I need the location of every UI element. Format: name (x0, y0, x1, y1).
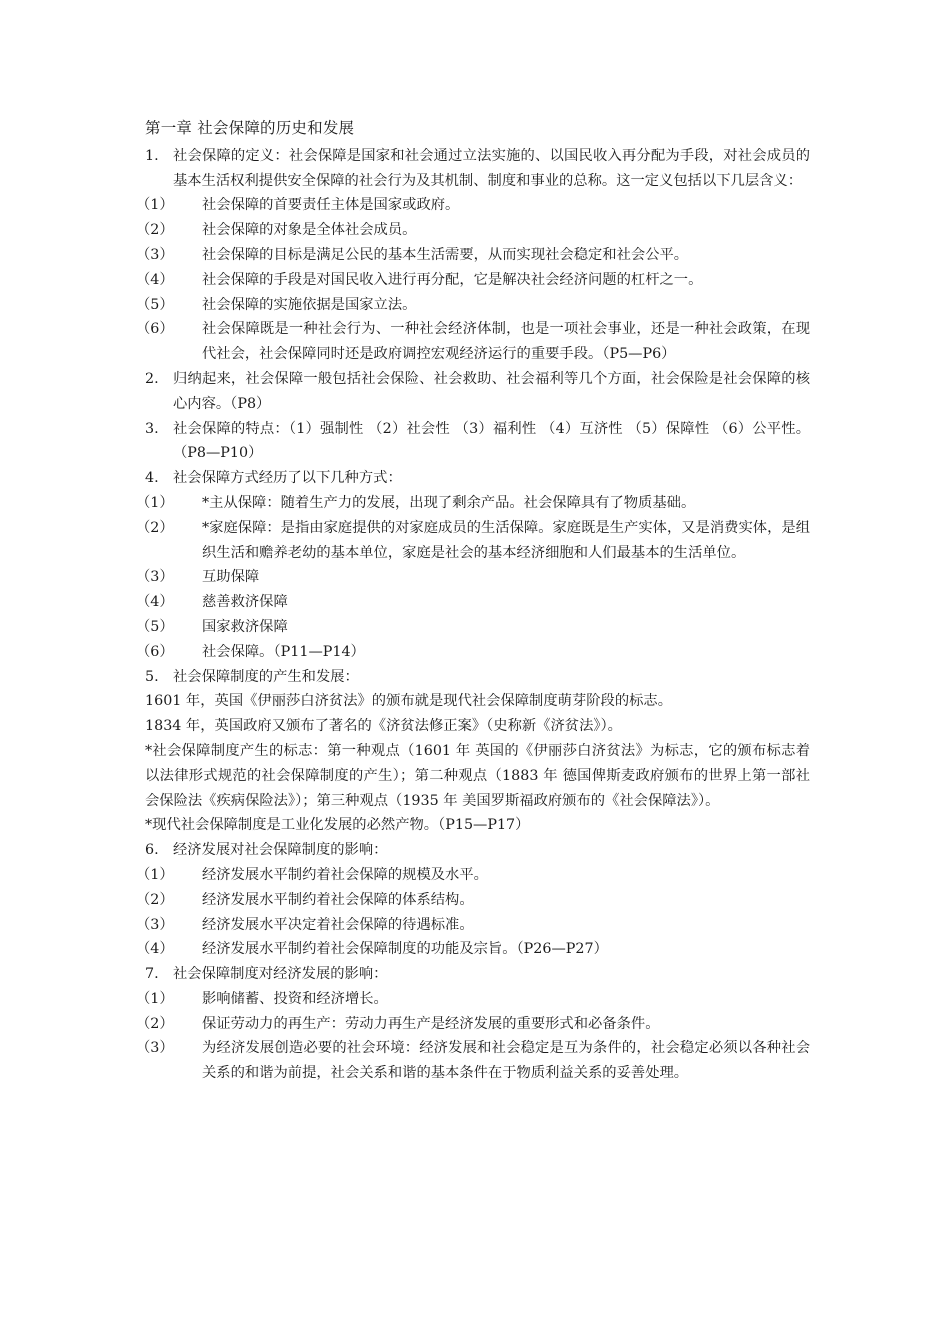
item-marker: （4） (136, 941, 174, 958)
list-item (136, 243, 810, 268)
paragraph: 1834 年，英国政府又颁布了著名的《济贫法修正案》（史称新《济贫法》）。 (145, 718, 622, 735)
item-marker: （2） (136, 1015, 174, 1032)
list-item (136, 193, 810, 218)
list-item (136, 491, 810, 516)
item-marker: （1） (136, 990, 174, 1007)
section-number: 7. (145, 966, 159, 983)
section-2 (145, 367, 810, 417)
section-7 (145, 962, 810, 987)
item-text: 互助保障 (202, 569, 260, 586)
item-text: *主从保障：随着生产力的发展，出现了剩余产品。社会保障具有了物质基础。 (202, 494, 696, 511)
section-number: 4. (145, 470, 159, 487)
item-marker: （5） (136, 296, 174, 313)
item-text: 经济发展水平决定着社会保障的待遇标准。 (202, 916, 474, 933)
item-text: 影响储蓄、投资和经济增长。 (202, 990, 388, 1007)
section-text: 经济发展对社会保障制度的影响： (173, 842, 388, 859)
item-text: 为经济发展创造必要的社会环境：经济发展和社会稳定是互为条件的，社会稳定必须以各种社会关系的和谐为前提，社会关系和谐的基本条件在于物质利益关系的妥善处理。 (202, 1040, 810, 1082)
paragraph: *现代社会保障制度是工业化发展的必然产物。（P15—P17） (145, 817, 530, 834)
item-text: 保证劳动力的再生产：劳动力再生产是经济发展的重要形式和必备条件。 (202, 1015, 660, 1032)
section-4 (145, 466, 810, 491)
list-item (136, 516, 810, 566)
item-marker: （2） (136, 519, 174, 536)
paragraph: *社会保障制度产生的标志：第一种观点（1601 年 英国的《伊丽莎白济贫法》为标志，它的颁布标志着以法律形式规范的社会保障制度的产生）；第二种观点（1883 年 德国俾斯麦政府颁布的世界上第一部社会保险法《疾病保险法》）；第三种观点（1935 年 美国罗斯福政府颁布的《社会保障法》）。 (145, 742, 810, 809)
item-marker: （3） (136, 569, 174, 586)
item-marker: （4） (136, 271, 174, 288)
item-text: 慈善救济保障 (202, 594, 288, 611)
item-marker: （1） (136, 866, 174, 883)
section-1 (145, 144, 810, 194)
section-3 (145, 417, 810, 467)
item-marker: （6） (136, 643, 174, 660)
list-item (136, 987, 810, 1012)
item-text: 经济发展水平制约着社会保障的规模及水平。 (202, 866, 488, 883)
item-text: 社会保障的首要责任主体是国家或政府。 (202, 197, 460, 214)
item-text: 国家救济保障 (202, 618, 288, 635)
list-item (136, 615, 810, 640)
item-marker: （3） (136, 916, 174, 933)
item-marker: （3） (136, 1040, 174, 1057)
list-item (136, 293, 810, 318)
item-text: 社会保障的目标是满足公民的基本生活需要，从而实现社会稳定和社会公平。 (202, 246, 689, 263)
item-text: 社会保障的对象是全体社会成员。 (202, 222, 417, 239)
section-text: 社会保障方式经历了以下几种方式： (173, 470, 402, 487)
item-marker: （6） (136, 321, 174, 338)
section-text: 归纳起来，社会保障一般包括社会保险、社会救助、社会福利等几个方面，社会保险是社会保障的核心内容。（P8） (173, 370, 810, 412)
chapter-title: 第一章 社会保障的历史和发展 (145, 119, 355, 137)
section-text: 社会保障的定义：社会保障是国家和社会通过立法实施的、以国民收入再分配为手段，对社会成员的基本生活权利提供安全保障的社会行为及其机制、制度和事业的总称。这一定义包括以下几层含义： (173, 147, 810, 189)
list-item (136, 640, 810, 665)
list-item (136, 863, 810, 888)
document-body (136, 116, 810, 1086)
item-marker: （3） (136, 246, 174, 263)
list-item (136, 218, 810, 243)
section-5 (145, 665, 810, 690)
section-text: 社会保障制度对经济发展的影响： (173, 966, 388, 983)
list-item (136, 1012, 810, 1037)
item-text: 经济发展水平制约着社会保障制度的功能及宗旨。（P26—P27） (202, 941, 608, 958)
item-marker: （2） (136, 891, 174, 908)
list-item (136, 937, 810, 962)
list-item (136, 590, 810, 615)
item-text: 社会保障的手段是对国民收入进行再分配，它是解决社会经济问题的杠杆之一。 (202, 271, 703, 288)
item-text: *家庭保障：是指由家庭提供的对家庭成员的生活保障。家庭既是生产实体，又是消费实体，是组织生活和赡养老幼的基本单位，家庭是社会的基本经济细胞和人们最基本的生活单位。 (202, 519, 810, 561)
item-marker: （1） (136, 494, 174, 511)
item-text: 社会保障既是一种社会行为、一种社会经济体制，也是一项社会事业，还是一种社会政策，在现代社会，社会保障同时还是政府调控宏观经济运行的重要手段。（P5—P6） (202, 321, 810, 363)
section-6 (145, 838, 810, 863)
list-item (136, 913, 810, 938)
section-text: 社会保障的特点：（1）强制性 （2）社会性 （3）福利性 （4）互济性 （5）保障性 （6）公平性。（P8—P10） (173, 420, 810, 462)
list-item (136, 317, 810, 367)
item-text: 社会保障。（P11—P14） (202, 643, 365, 660)
item-marker: （5） (136, 618, 174, 635)
section-number: 5. (145, 668, 159, 685)
list-item (136, 888, 810, 913)
section-number: 6. (145, 842, 159, 859)
section-text: 社会保障制度的产生和发展： (173, 668, 359, 685)
section-number: 1. (145, 147, 159, 164)
item-marker: （2） (136, 222, 174, 239)
list-item (136, 565, 810, 590)
item-text: 社会保障的实施依据是国家立法。 (202, 296, 417, 313)
list-item (136, 1036, 810, 1086)
paragraph: 1601 年，英国《伊丽莎白济贫法》的颁布就是现代社会保障制度萌芽阶段的标志。 (145, 693, 673, 710)
list-item (136, 268, 810, 293)
item-marker: （1） (136, 197, 174, 214)
section-number: 3. (145, 420, 159, 437)
item-marker: （4） (136, 594, 174, 611)
section-number: 2. (145, 370, 159, 387)
item-text: 经济发展水平制约着社会保障的体系结构。 (202, 891, 474, 908)
